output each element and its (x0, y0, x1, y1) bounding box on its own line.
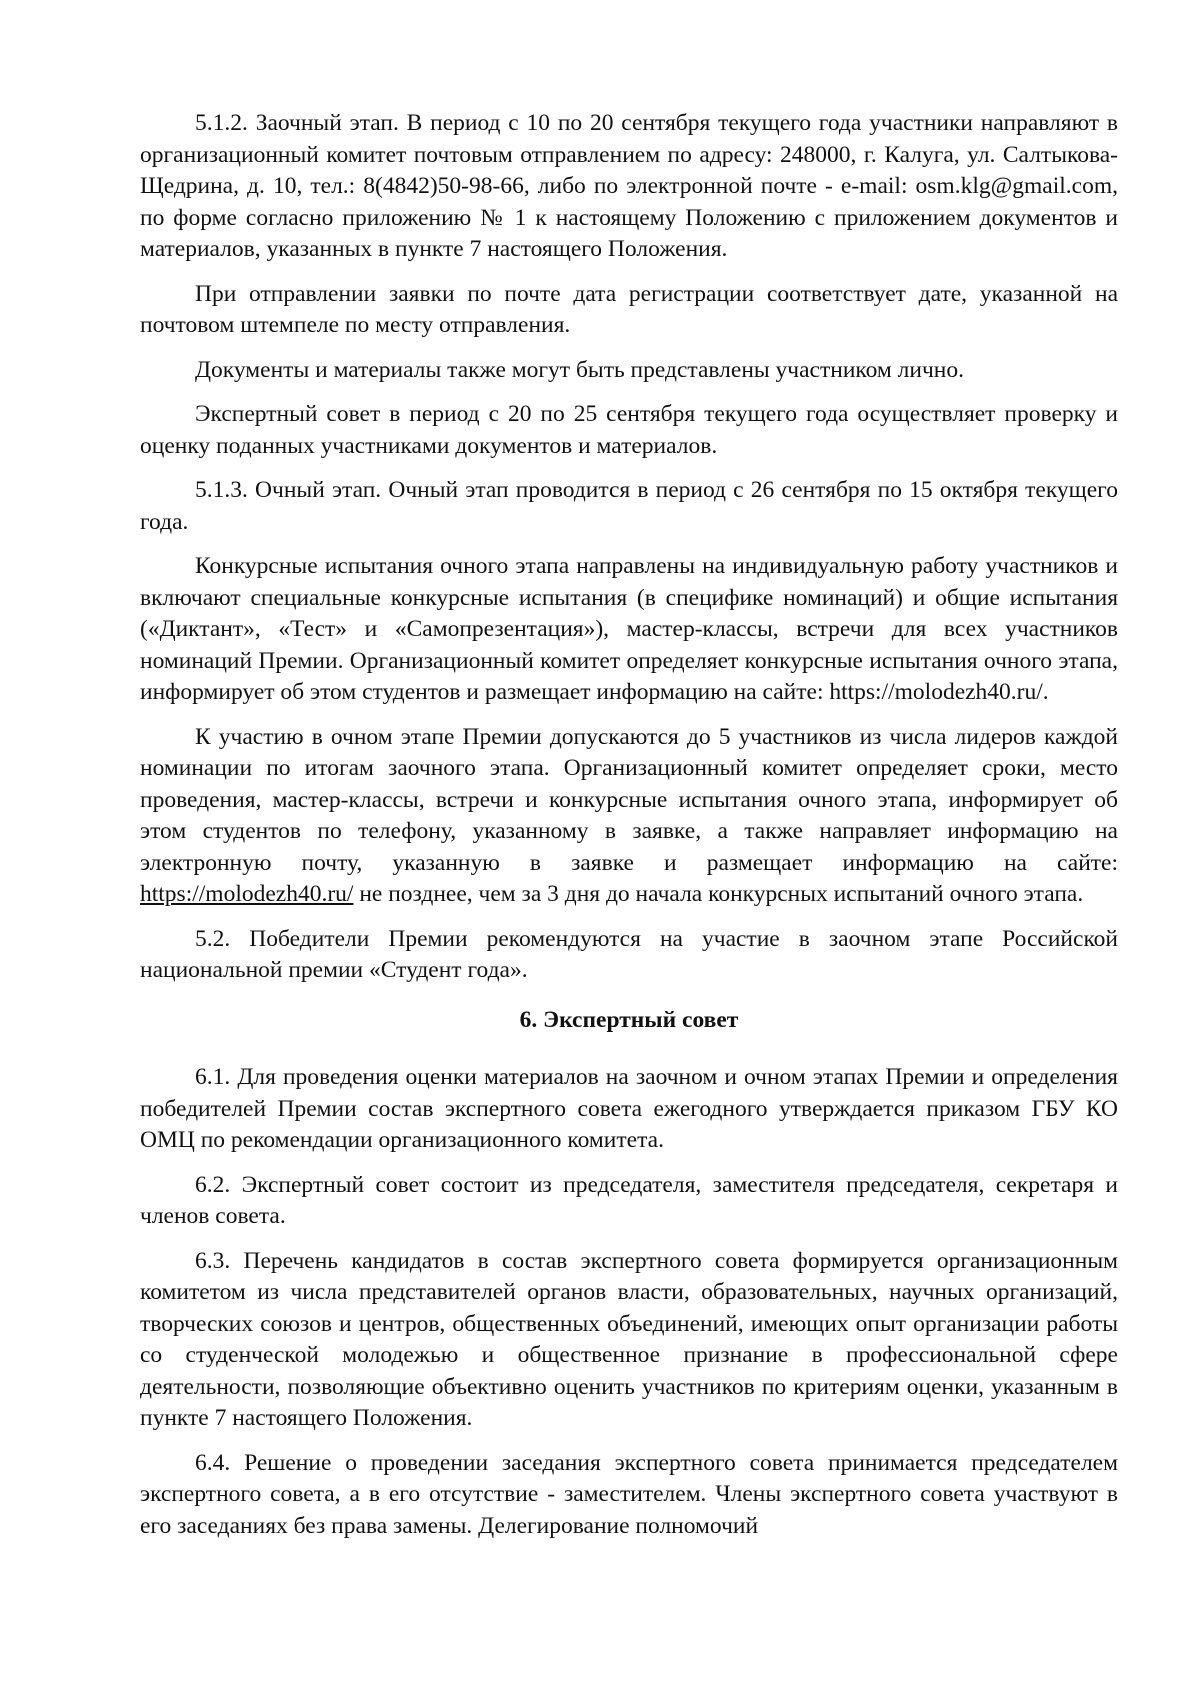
website-link[interactable]: https://molodezh40.ru/ (140, 881, 354, 907)
paragraph-5-1-2: 5.1.2. Заочный этап. В период с 10 по 20 сентября текущего года участники направляют в организационный комитет почтовым отправлением по адресу: 248000, г. Калуга, ул. Салтыкова-Щедрина, д. 10, тел.: 8(4842)50-98-66, либо по электронной почте - e-mail: osm.klg@gmail.com, по форме согласно приложению № 1 к настоящему Положению с приложением документов и материалов, указанных в пункте 7 настоящего Положения. (140, 110, 1118, 262)
paragraph-5-2: 5.2. Победители Премии рекомендуются на участие в заочном этапе Российской национальной премии «Студент года». (140, 925, 1118, 983)
paragraph-6-1: 6.1. Для проведения оценки материалов на заочном и очном этапах Премии и определения победителей Премии состав экспертного совета ежегодного утверждается приказом ГБУ КО ОМЦ по рекомендации организационного комитета. (140, 1064, 1118, 1153)
paragraph-postmark: При отправлении заявки по почте дата регистрации соответствует дате, указанной на почтовом штемпеле по месту отправления. (140, 280, 1118, 338)
paragraph-competition-tests: Конкурсные испытания очного этапа направлены на индивидуальную работу участников и включают специальные конкурсные испытания (в специфике номинаций) и общие испытания («Диктант», «Тест» и «Самопрезентация»), мастер-классы, встречи для всех участников номинаций Премии. Организационный комитет определяет конкурсные испытания очного этапа, информирует об этом студентов и размещает информацию на сайте: https://molodezh40.ru/. (140, 553, 1118, 705)
paragraph-participation (140, 722, 1118, 911)
paragraph-5-1-3: 5.1.3. Очный этап. Очный этап проводится в период с 26 сентября по 15 октября текущего года. (140, 477, 1118, 535)
paragraph-expert-review: Экспертный совет в период с 20 по 25 сентября текущего года осуществляет проверку и оценку поданных участниками документов и материалов. (140, 401, 1118, 459)
paragraph-6-2: 6.2. Экспертный совет состоит из председателя, заместителя председателя, секретаря и членов совета. (140, 1171, 1118, 1229)
participation-text-end: не позднее, чем за 3 дня до начала конкурсных испытаний очного этапа. (353, 881, 1084, 907)
participation-text-start: К участию в очном этапе Премии допускаются до 5 участников из числа лидеров каждой номинации по итогам заочного этапа. Организационный комитет определяет сроки, место проведения, мастер-классы, встречи и конкурсные испытания очного этапа, информирует об этом студентов по телефону, указанному в заявке, а также направляет информацию на электронную почту, указанную в заявке и размещает информацию на сайте: (140, 723, 1118, 876)
section-heading-expert-council: 6. Экспертный совет (519, 1006, 739, 1033)
paragraph-6-3: 6.3. Перечень кандидатов в состав экспертного совета формируется организационным комитетом из числа представителей органов власти, образовательных, научных организаций, творческих союзов и центров, общественных объединений, имеющих опыт организации работы со студенческой молодежью и общественное признание в профессиональной сфере деятельности, позволяющие объективно оценить участников по критериям оценки, указанным в пункте 7 настоящего Положения. (140, 1247, 1118, 1431)
paragraph-in-person: Документы и материалы также могут быть представлены участником лично. (195, 356, 965, 383)
paragraph-6-4: 6.4. Решение о проведении заседания экспертного совета принимается председателем экспертного совета, а в его отсутствие - заместителем. Члены экспертного совета участвуют в его заседаниях без права замены. Делегирование полномочий (140, 1449, 1118, 1539)
